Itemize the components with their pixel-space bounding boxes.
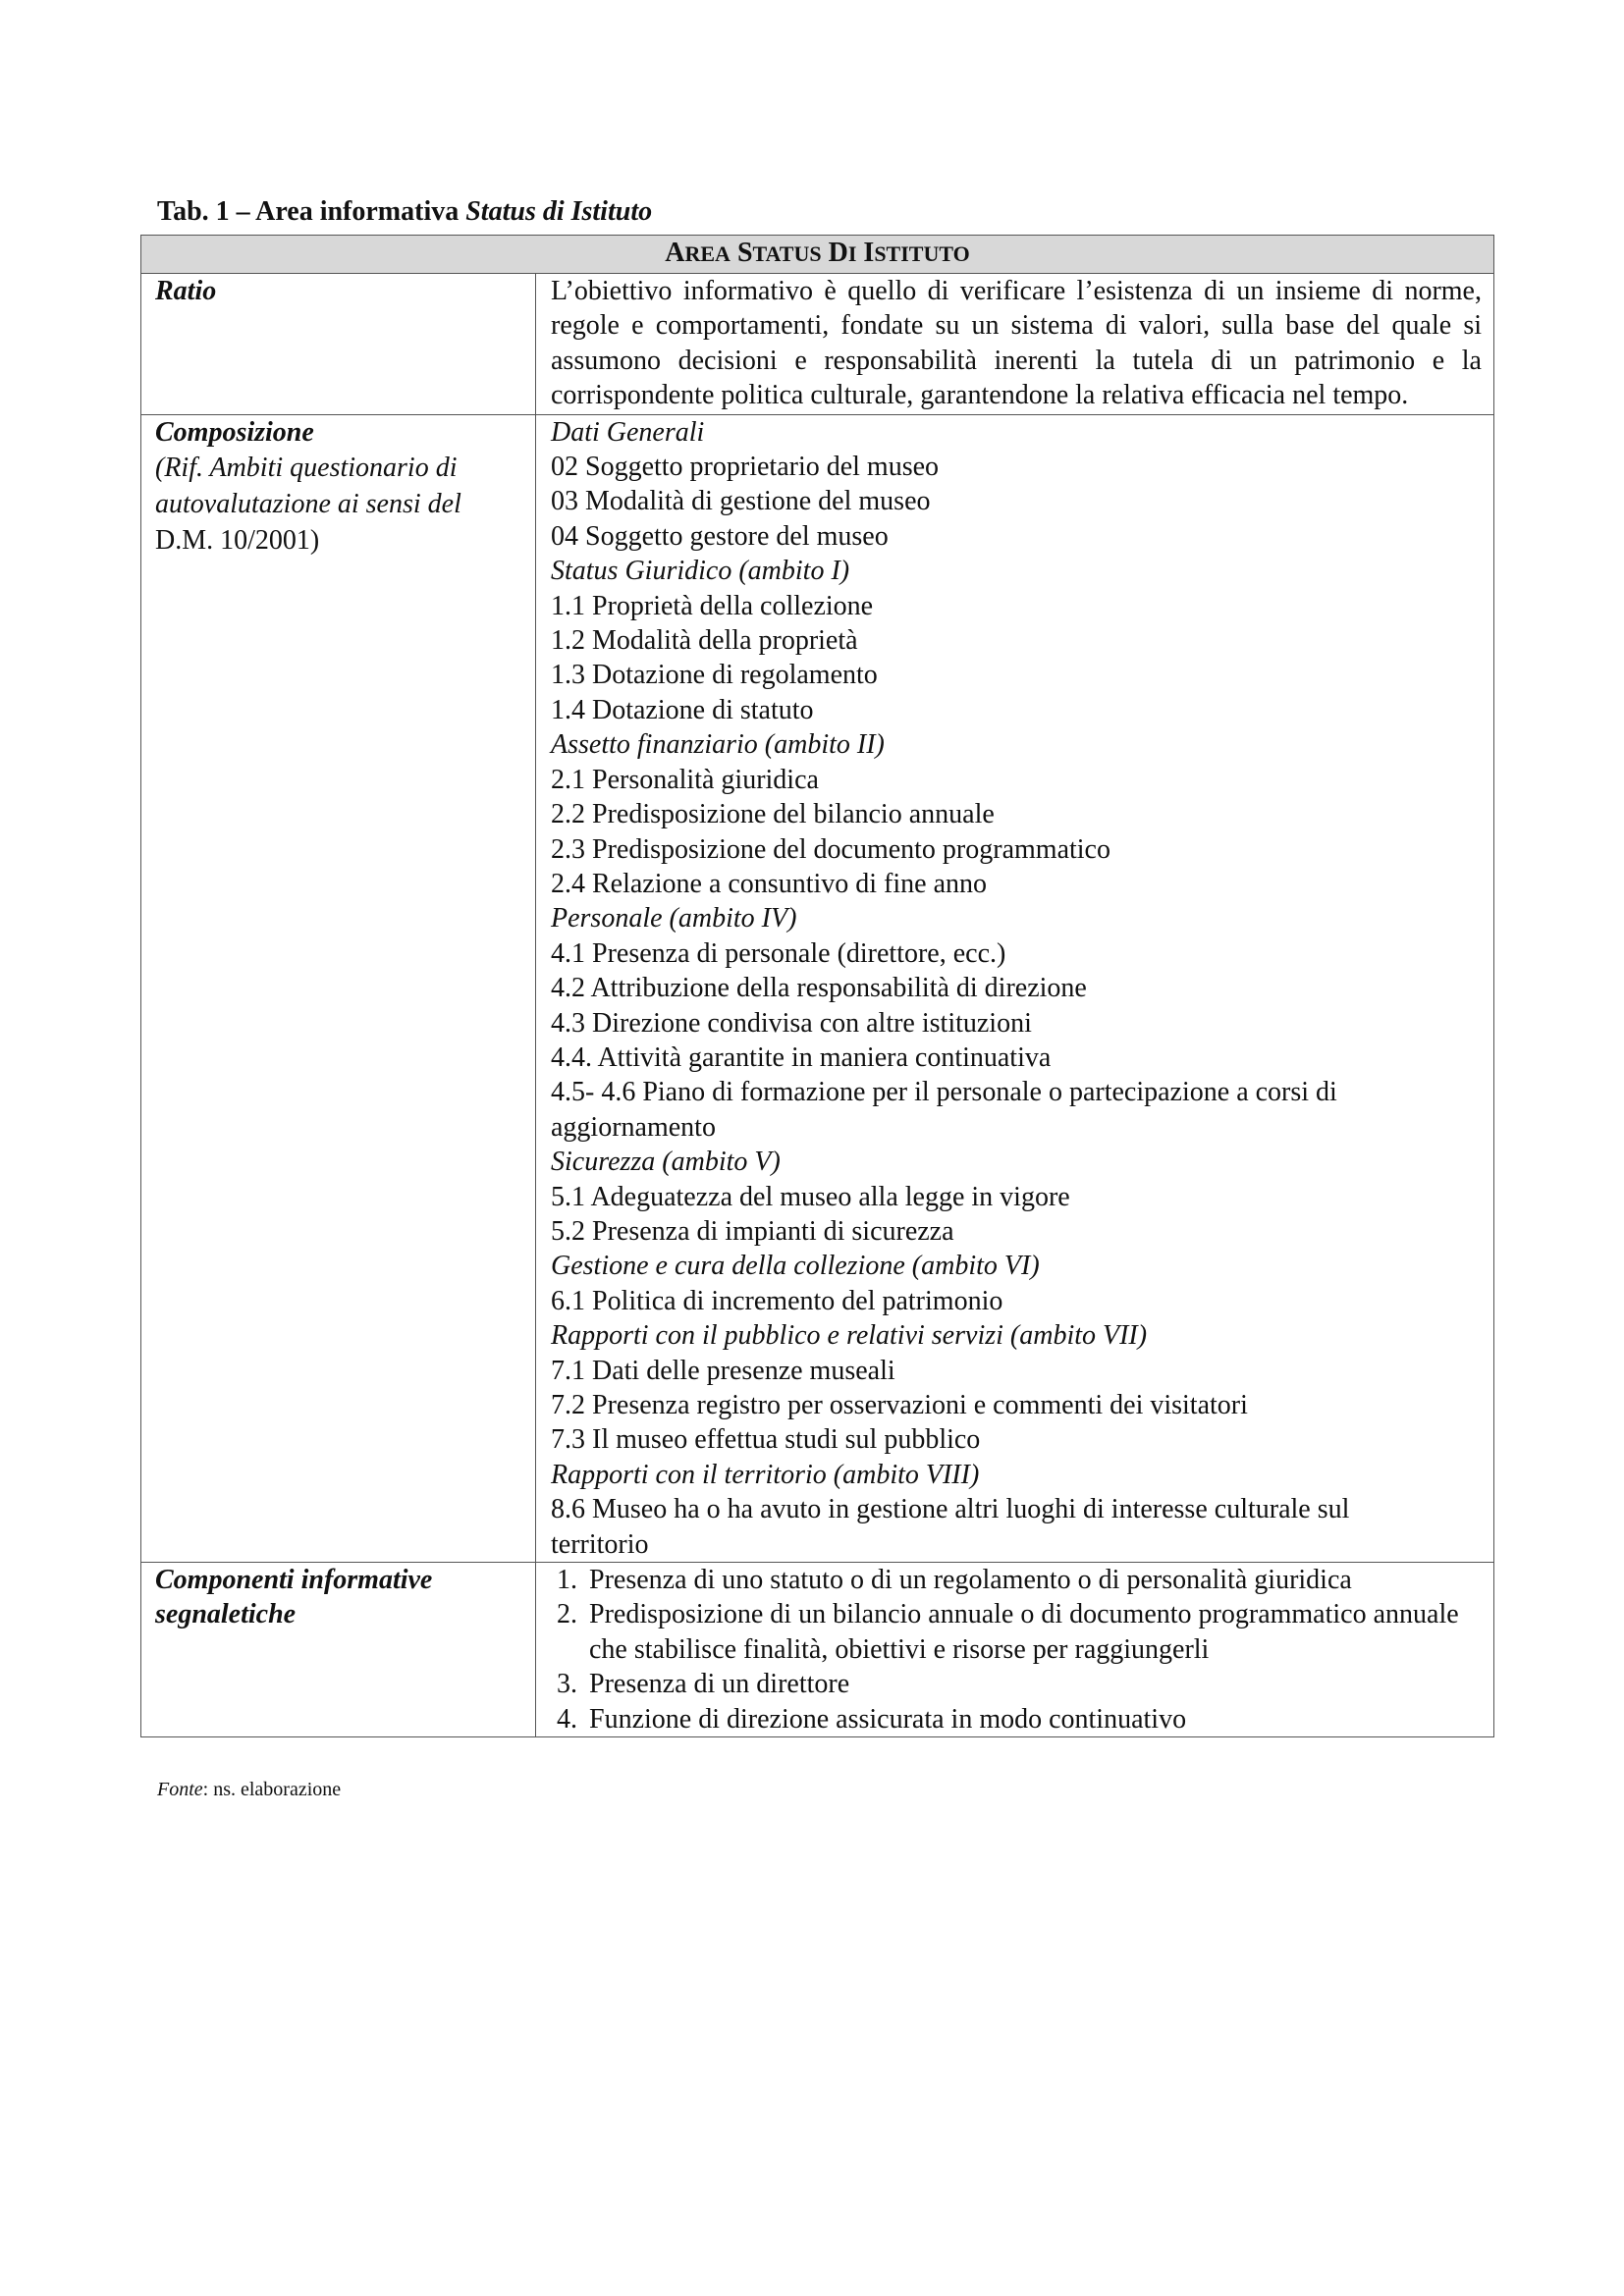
list-item xyxy=(551,1702,1482,1736)
section-heading: Dati Generali xyxy=(551,416,705,448)
section-heading: Gestione e cura della collezione (ambito VI) xyxy=(551,1251,1040,1282)
composizione-note: (Rif. Ambiti questionario di autovalutazione ai sensi del xyxy=(155,453,461,520)
list-item: 1.4 Dotazione di statuto xyxy=(551,694,814,725)
list-item: territorio xyxy=(551,1528,649,1560)
list-item: 1.1 Proprietà della collezione xyxy=(551,590,874,621)
list-item: 04 Soggetto gestore del museo xyxy=(551,520,889,552)
list-item: 4.1 Presenza di personale (direttore, ecc.) xyxy=(551,937,1006,969)
list-item-text: Funzione di direzione assicurata in modo continuativo xyxy=(589,1703,1187,1735)
list-item: 7.1 Dati delle presenze museali xyxy=(551,1355,895,1386)
list-item: 03 Modalità di gestione del museo xyxy=(551,486,931,517)
list-item-number: 4. xyxy=(557,1703,577,1735)
list-item: 02 Soggetto proprietario del museo xyxy=(551,452,940,483)
componenti-list xyxy=(551,1563,1482,1736)
table-header-text: AREA STATUS DI ISTITUTO xyxy=(665,238,970,268)
componenti-row xyxy=(141,1563,1494,1737)
list-item: 2.1 Personalità giuridica xyxy=(551,764,819,795)
list-item: 5.2 Presenza di impianti di sicurezza xyxy=(551,1215,954,1247)
list-item: 2.2 Predisposizione del bilancio annuale xyxy=(551,799,995,830)
list-item: 4.5- 4.6 Piano di formazione per il personale o partecipazione a corsi di xyxy=(551,1077,1337,1108)
list-item-text: Predisposizione di un bilancio annuale o di documento programmatico annuale che stabilisce finalità, obiettivi e risorse per raggiungerli xyxy=(589,1599,1459,1665)
list-item: 8.6 Museo ha o ha avuto in gestione altri luoghi di interesse culturale sul xyxy=(551,1494,1350,1525)
table-header xyxy=(141,236,1494,274)
list-item: 1.3 Dotazione di regolamento xyxy=(551,660,878,691)
list-item-number: 3. xyxy=(557,1669,577,1700)
ratio-text-cell xyxy=(536,274,1494,415)
section-heading: Status Giuridico (ambito I) xyxy=(551,556,850,587)
list-item: 2.4 Relazione a consuntivo di fine anno xyxy=(551,868,987,899)
list-item: 6.1 Politica di incremento del patrimonio xyxy=(551,1285,1003,1316)
composizione-label-cell xyxy=(141,414,536,1562)
source-note xyxy=(157,1779,341,1801)
componenti-label: Componenti informative segnaletiche xyxy=(155,1565,433,1630)
list-item: 2.3 Predisposizione del documento programmatico xyxy=(551,833,1110,865)
list-item-number: 2. xyxy=(557,1599,577,1630)
list-item: 7.3 Il museo effettua studi sul pubblico xyxy=(551,1424,981,1456)
composizione-content-cell xyxy=(536,414,1494,1562)
list-item xyxy=(551,1563,1482,1597)
ratio-row xyxy=(141,274,1494,415)
source-label: Fonte xyxy=(157,1779,203,1800)
componenti-label-cell xyxy=(141,1563,536,1737)
section-heading: Sicurezza (ambito V) xyxy=(551,1147,781,1178)
section-heading: Rapporti con il territorio (ambito VIII) xyxy=(551,1459,980,1490)
composizione-label: Composizione xyxy=(155,416,314,448)
ratio-text: L’obiettivo informativo è quello di verificare l’esistenza di un insieme di norme, regole e comportamenti, fondate su un sistema di valori, sulla base del quale si assumono decisioni e responsabilità inerenti la tutela di un patrimonio e la corrispondente politica culturale, garantendone la relativa efficacia nel tempo. xyxy=(551,276,1482,411)
list-item-number: 1. xyxy=(557,1565,577,1596)
list-item xyxy=(551,1597,1482,1667)
list-item xyxy=(551,1667,1482,1701)
ratio-label: Ratio xyxy=(155,276,217,306)
list-item: 4.4. Attività garantite in maniera continuativa xyxy=(551,1041,1052,1073)
source-text: : ns. elaborazione xyxy=(202,1779,342,1800)
list-item: 1.2 Modalità della proprietà xyxy=(551,625,858,657)
section-heading: Rapporti con il pubblico e relativi servizi (ambito VII) xyxy=(551,1320,1148,1352)
composizione-note-tail: D.M. 10/2001) xyxy=(155,525,320,557)
list-item-text: Presenza di un direttore xyxy=(589,1669,850,1700)
list-item: 7.2 Presenza registro per osservazioni e commenti dei visitatori xyxy=(551,1390,1248,1420)
caption-italic: Status di Istituto xyxy=(465,196,653,227)
table-caption xyxy=(157,194,652,230)
composizione-lines xyxy=(551,415,1482,1562)
caption-prefix: Tab. 1 – Area informativa xyxy=(157,196,466,227)
section-heading: Assetto finanziario (ambito II) xyxy=(551,729,885,761)
componenti-content-cell xyxy=(536,1563,1494,1737)
list-item: 5.1 Adeguatezza del museo alla legge in vigore xyxy=(551,1181,1070,1212)
list-item: 4.3 Direzione condivisa con altre istituzioni xyxy=(551,1007,1032,1039)
table-header-row xyxy=(141,236,1494,274)
status-table xyxy=(140,235,1494,1737)
list-item: aggiornamento xyxy=(551,1111,716,1143)
ratio-label-cell xyxy=(141,274,536,415)
composizione-row xyxy=(141,414,1494,1562)
list-item-text: Presenza di uno statuto o di un regolamento o di personalità giuridica xyxy=(589,1565,1352,1596)
section-heading: Personale (ambito IV) xyxy=(551,903,797,934)
list-item: 4.2 Attribuzione della responsabilità di direzione xyxy=(551,973,1087,1004)
